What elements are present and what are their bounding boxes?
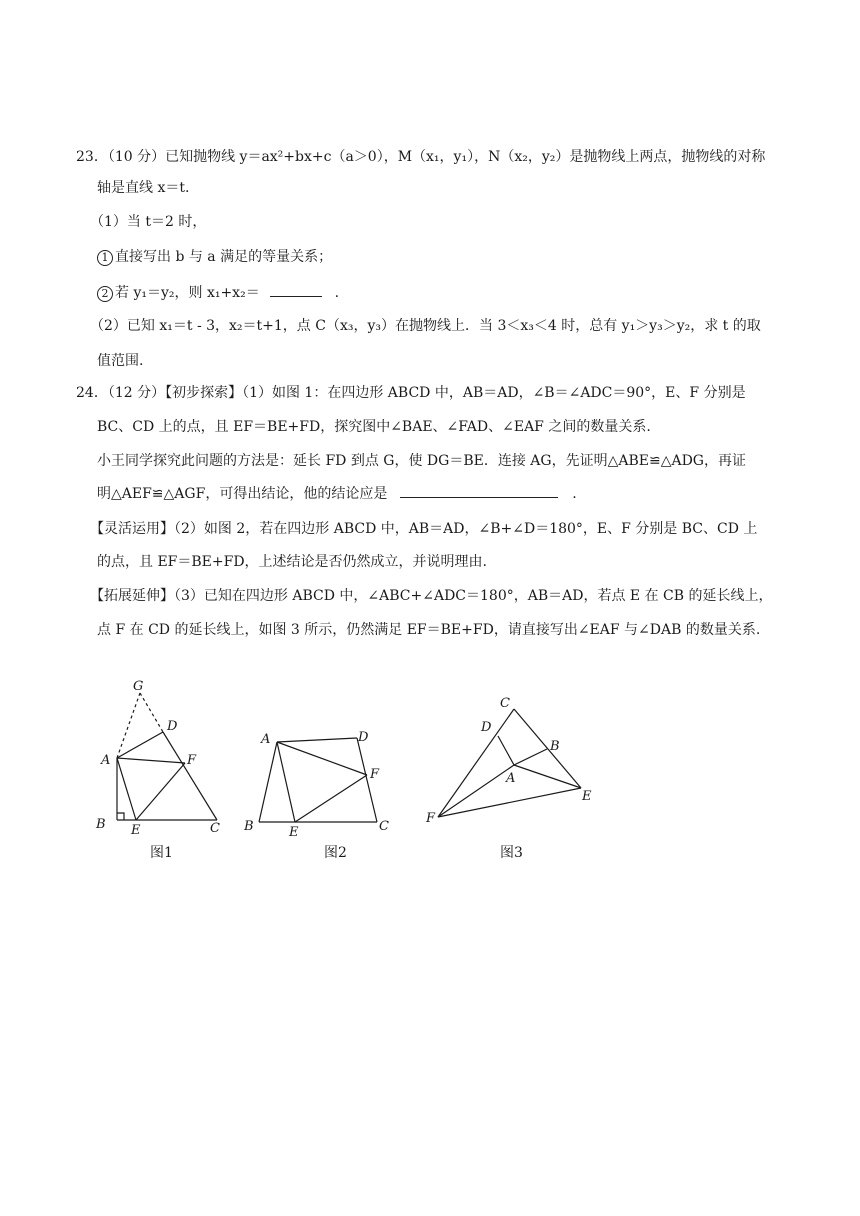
q24-line2: BC、CD 上的点，且 EF＝BE+FD，探究图中∠BAE、∠FAD、∠EAF 之间的数量关系. <box>97 419 651 435</box>
label-E: E <box>131 823 141 838</box>
q23-line1: 23．（10 分）已知抛物线 y＝ax²+bx+c（a＞0），M（x₁，y₁），N（x₂，y₂）是抛物线上两点，抛物线的对称 <box>76 149 766 165</box>
label-C: C <box>210 821 220 836</box>
q23-sub2 <box>97 282 339 303</box>
q23-sub1-text: 直接写出 b 与 a 满足的等量关系； <box>115 249 333 265</box>
answer-blank[interactable] <box>400 483 558 498</box>
figure-3 <box>420 670 600 870</box>
figure-1-diagram <box>90 670 230 870</box>
label-B: B <box>96 817 106 832</box>
figure-3-caption: 图3 <box>500 845 523 861</box>
label-F: F <box>187 753 197 768</box>
q24-line1: 24．（12 分）【初步探索】（1）如图 1：在四边形 ABCD 中，AB＝AD，∠B＝∠ADC＝90°，E、F 分别是 <box>76 385 746 401</box>
segment-AB <box>259 742 277 822</box>
segment-AE <box>277 742 295 822</box>
figure-2-diagram <box>240 670 400 870</box>
label-F: F <box>426 811 436 826</box>
figure-2 <box>240 670 400 870</box>
segment-AD <box>277 738 357 742</box>
label-D: D <box>167 719 178 734</box>
q23-part2-line1: （2）已知 x₁＝t - 3，x₂＝t+1，点 C（x₃，y₃）在抛物线上．当 3＜x₃＜4 时，总有 y₁＞y₃＞y₂，求 t 的取 <box>90 318 761 334</box>
figure-3-diagram <box>420 670 600 870</box>
segment-GD <box>140 693 163 732</box>
figure-2-caption: 图2 <box>324 845 347 861</box>
segment-AD <box>117 732 163 758</box>
segment-EF <box>295 775 367 822</box>
q24-line7: 【拓展延伸】（3）已知在四边形 ABCD 中，∠ABC+∠ADC＝180°，AB＝AD，若点 E 在 CB 的延长线上， <box>90 588 773 604</box>
label-B: B <box>244 819 254 834</box>
segment-AE <box>117 758 136 820</box>
q24-line3: 小王同学探究此问题的方法是：延长 FD 到点 G，使 DG＝BE．连接 AG，先证明△ABE≌△ADG，再证 <box>97 453 746 469</box>
q24-line8: 点 F 在 CD 的延长线上，如图 3 所示，仍然满足 EF＝BE+FD，请直接写出∠EAF 与∠DAB 的数量关系. <box>97 622 761 638</box>
label-C: C <box>379 819 389 834</box>
q23-sub2-text: 若 y₁＝y₂，则 x₁+x₂＝ <box>115 285 260 301</box>
figure-1-caption: 图1 <box>150 845 173 861</box>
q24-line5: 【灵活运用】（2）如图 2，若在四边形 ABCD 中，AB＝AD，∠B+∠D＝180°，E、F 分别是 BC、CD 上 <box>90 521 758 537</box>
label-B: B <box>550 739 560 754</box>
label-D: D <box>481 720 492 735</box>
right-angle-mark <box>117 813 124 820</box>
answer-blank[interactable] <box>270 282 322 297</box>
segment-DA <box>498 736 514 765</box>
q23-sub2-end: . <box>334 285 340 301</box>
q23-line2: 轴是直线 x＝t. <box>97 180 190 196</box>
label-A: A <box>101 753 111 768</box>
label-G: G <box>133 679 144 694</box>
segment-GA <box>117 693 140 758</box>
segment-AF <box>277 742 367 775</box>
label-E: E <box>289 825 299 840</box>
label-C: C <box>500 696 510 711</box>
q24-line6: 的点，且 EF＝BE+FD，上述结论是否仍然成立，并说明理由. <box>97 554 488 570</box>
segment-CF <box>438 709 514 817</box>
q24-line4-end: . <box>572 486 577 502</box>
label-F: F <box>370 767 380 782</box>
circled-number-2: 2 <box>97 286 113 302</box>
q24-line4 <box>97 483 577 504</box>
q24-line4-text: 明△AEF≌△AGF，可得出结论，他的结论应是 <box>97 486 388 502</box>
segment-DC <box>163 732 217 820</box>
q23-sub1 <box>97 247 332 267</box>
q23-part2-line2: 值范围. <box>97 353 144 369</box>
label-A: A <box>506 771 516 786</box>
segment-EF <box>136 763 185 820</box>
figure-1 <box>90 670 230 870</box>
label-E: E <box>582 789 592 804</box>
circled-number-1: 1 <box>97 250 113 266</box>
label-D: D <box>358 730 369 745</box>
segment-AB <box>514 749 547 765</box>
segment-AF <box>117 758 185 763</box>
label-A: A <box>261 732 271 747</box>
q23-part1: （1）当 t＝2 时， <box>90 214 207 230</box>
